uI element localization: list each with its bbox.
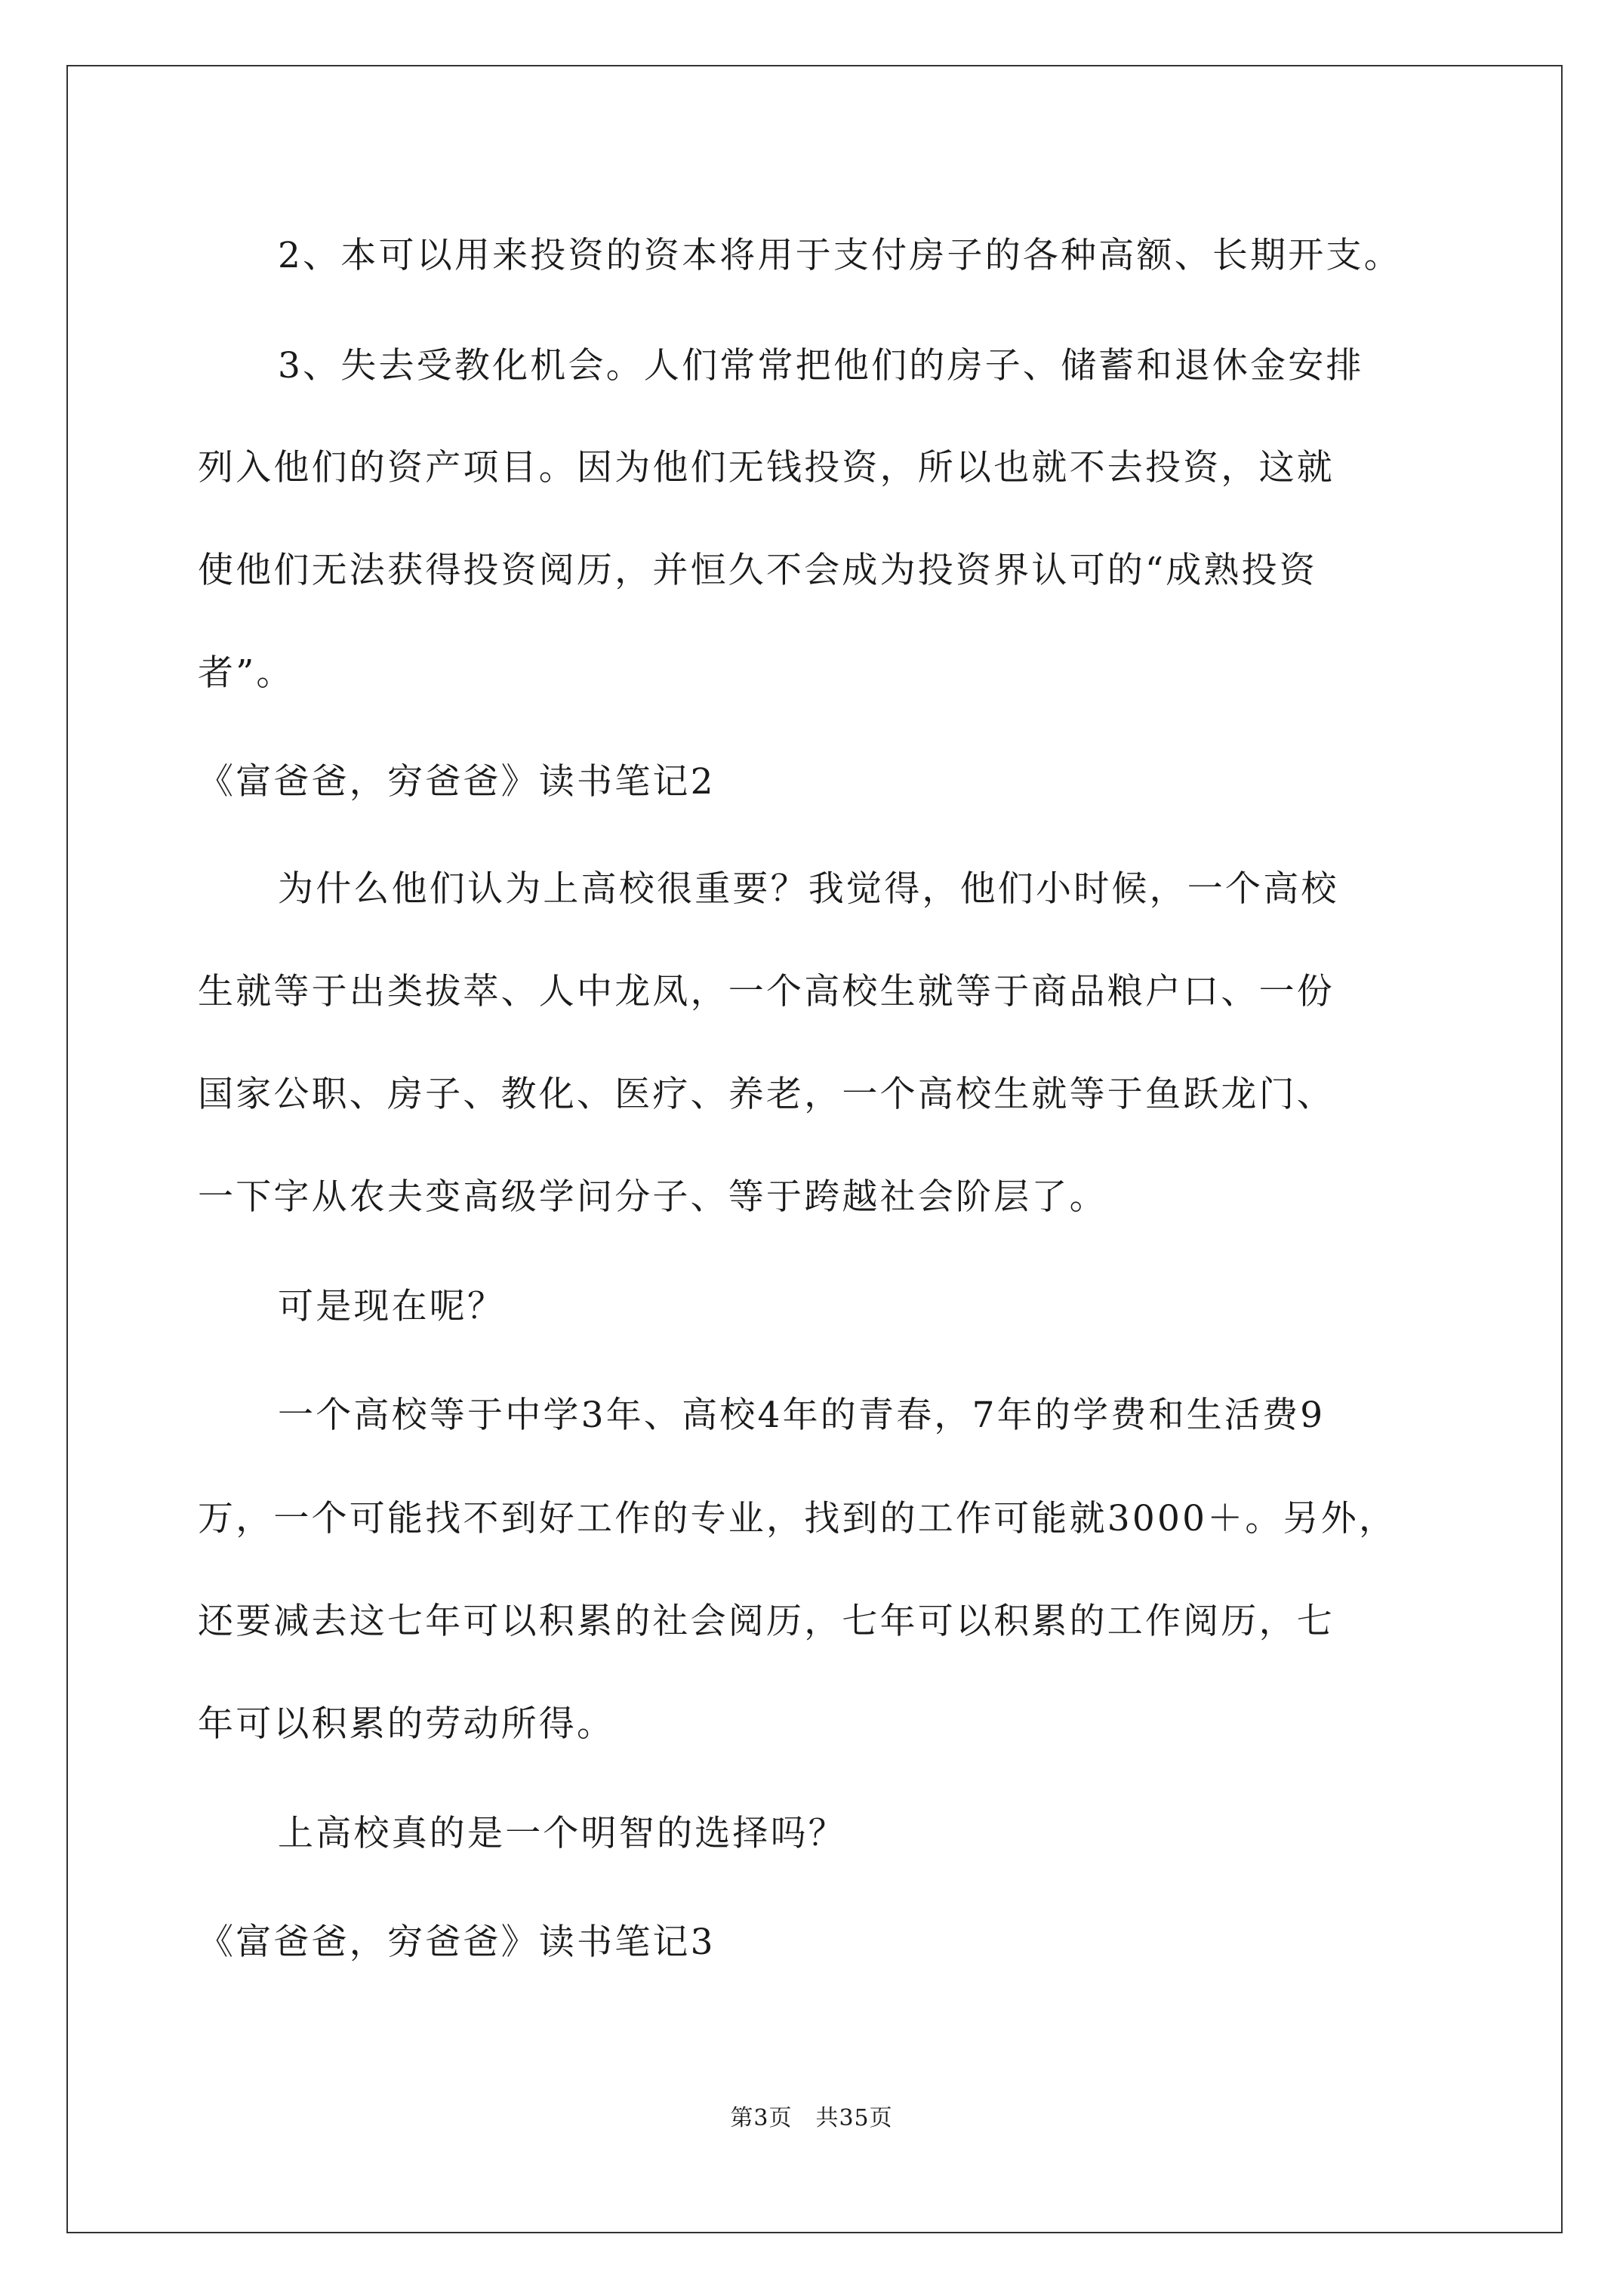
paragraph-line: 还要减去这七年可以积累的社会阅历，七年可以积累的工作阅历，七	[198, 1601, 1335, 1642]
paragraph-line: 3、失去受教化机会。人们常常把他们的房子、储蓄和退休金安排	[278, 345, 1364, 387]
paragraph-line: 2、本可以用来投资的资本将用于支付房子的各种高额、长期开支。	[278, 235, 1402, 276]
paragraph-line: 国家公职、房子、教化、医疗、养老，一个高校生就等于鱼跃龙门、	[198, 1074, 1335, 1115]
paragraph-line: 一个高校等于中学3年、高校4年的青春，7年的学费和生活费9	[278, 1395, 1326, 1436]
paragraph-line: 可是现在呢？	[278, 1286, 506, 1327]
paragraph-line: 上高校真的是一个明智的选择吗？	[278, 1813, 846, 1854]
page-border	[66, 65, 1563, 2233]
paragraph-line: 使他们无法获得投资阅历，并恒久不会成为投资界认可的“成熟投资	[198, 550, 1318, 591]
paragraph-line: 为什么他们认为上高校很重要？我觉得，他们小时候，一个高校	[278, 868, 1339, 910]
page-number-footer: 第3页 共35页	[730, 2105, 893, 2131]
paragraph-line: 生就等于出类拔萃、人中龙凤，一个高校生就等于商品粮户口、一份	[198, 971, 1335, 1012]
paragraph-line: 者”。	[198, 652, 294, 694]
paragraph-line: 年可以积累的劳动所得。	[198, 1703, 615, 1745]
section-heading: 《富爸爸，穷爸爸》读书笔记2	[198, 761, 716, 803]
paragraph-line: 列入他们的资产项目。因为他们无钱投资，所以也就不去投资，这就	[198, 447, 1335, 488]
paragraph-line: 一下字从农夫变高级学问分子、等于跨越社会阶层了。	[198, 1176, 1107, 1218]
paragraph-line: 万，一个可能找不到好工作的专业，找到的工作可能就3000＋。另外，	[198, 1498, 1397, 1539]
section-heading: 《富爸爸，穷爸爸》读书笔记3	[198, 1922, 716, 1963]
